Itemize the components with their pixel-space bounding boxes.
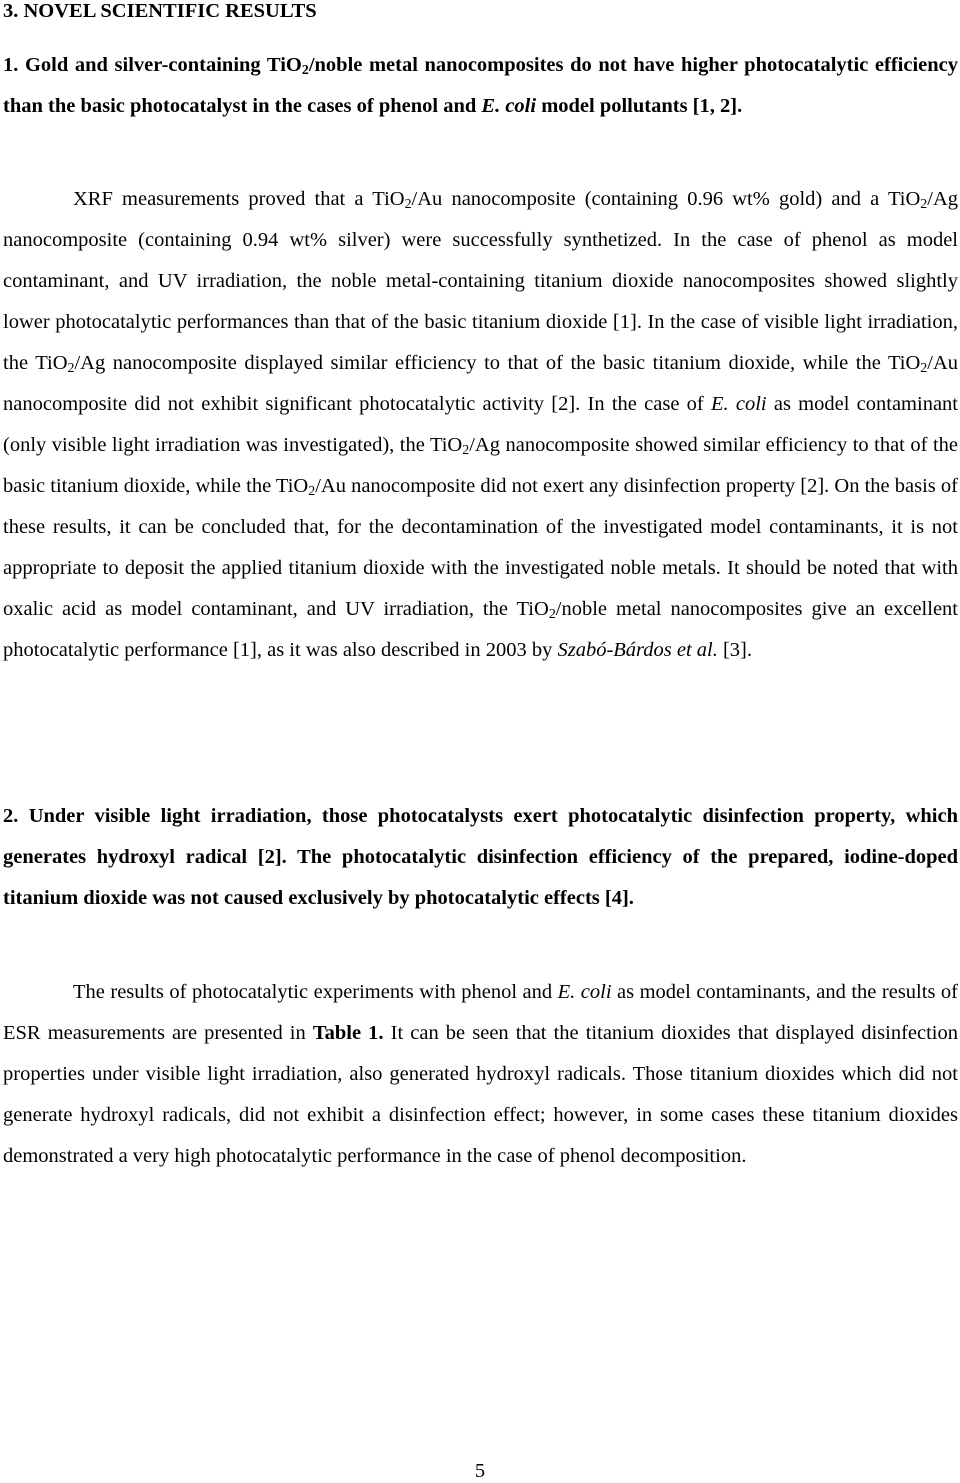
subscript-text: 2 (462, 442, 470, 458)
italic-text: Szabó-Bárdos et al. (557, 639, 718, 661)
text-run: /Ag nanocomposite showed similar efficiency to that of the basic titanium dioxide, while the TiO (3, 434, 958, 497)
italic-text: E. coli (710, 393, 767, 415)
text-run: /Au nanocomposite (containing 0.96 wt% gold) and a TiO (411, 188, 921, 210)
result-1-body (3, 179, 958, 671)
text-run: [3]. (717, 639, 753, 661)
text-run: /Au nanocomposite did not exert any disinfection property [2]. On the basis of these results, it can be concluded that, for the decontamination of the investigated model contaminants, it is not appropriate to deposit the applied titanium dioxide with the investigated noble metals. It should be noted that with oxalic acid as model contaminant, and UV irradiation, the TiO (3, 475, 958, 620)
text-run: model pollutants [1, 2]. (536, 95, 743, 117)
section-heading: 3. NOVEL SCIENTIFIC RESULTS (3, 0, 317, 22)
text-run: XRF measurements proved that a TiO (73, 188, 405, 210)
text-run: 1. Gold and silver-containing TiO (3, 54, 302, 76)
text-run: /noble metal nanocomposites do not have higher photocatalytic efficiency than the basic photocatalyst in the cases of phenol and (3, 54, 958, 117)
text-run: It can be seen that the titanium dioxides that displayed disinfection properties under visible light irradiation, also generated hydroxyl radicals. Those titanium dioxides which did not generate hydroxyl radicals, did not exhibit a disinfection effect; however, in some cases these titanium dioxides demonstrated a very high photocatalytic performance in the case of phenol decomposition. (3, 1022, 958, 1167)
text-run: /Ag nanocomposite displayed similar efficiency to that of the basic titanium dioxide, while the TiO (74, 352, 921, 374)
subscript-text: 2 (548, 606, 556, 622)
result-1-title (3, 45, 958, 127)
subscript-text: 2 (920, 196, 928, 212)
result-2-body (3, 972, 958, 1177)
text-run: as model contaminant (only visible light irradiation was investigated), the TiO (3, 393, 958, 456)
text-run: as model contaminants, and the results of ESR measurements are presented in (3, 981, 958, 1044)
bold-text: Table 1. (312, 1022, 384, 1044)
italic-text: E. coli (557, 981, 612, 1003)
subscript-text: 2 (301, 62, 309, 78)
subscript-text: 2 (67, 360, 75, 376)
subscript-text: 2 (404, 196, 412, 212)
italic-text: E. coli (481, 95, 537, 117)
result-2-title (3, 796, 958, 919)
text-run: The results of photocatalytic experiments with phenol and (73, 981, 558, 1003)
subscript-text: 2 (308, 483, 316, 499)
page-number: 5 (474, 1460, 486, 1482)
text-run: 2. Under visible light irradiation, those photocatalysts exert photocatalytic disinfection property, which generates hydroxyl radical [2]. The photocatalytic disinfection efficiency of the prepared, iodine-doped titanium dioxide was not caused exclusively by photocatalytic effects [4]. (3, 805, 958, 909)
text-run: /Ag nanocomposite (containing 0.94 wt% silver) were successfully synthetized. In the case of phenol as model contaminant, and UV irradiation, the noble metal-containing titanium dioxide nanocomposites showed slightly lower photocatalytic performances than that of the basic titanium dioxide [1]. In the case of visible light irradiation, the TiO (3, 188, 959, 374)
text-run: /noble metal nanocomposites give an excellent photocatalytic performance [1], as it was also described in 2003 by (3, 598, 958, 661)
text-run: /Au nanocomposite did not exhibit significant photocatalytic activity [2]. In the case of (3, 352, 958, 415)
subscript-text: 2 (920, 360, 928, 376)
